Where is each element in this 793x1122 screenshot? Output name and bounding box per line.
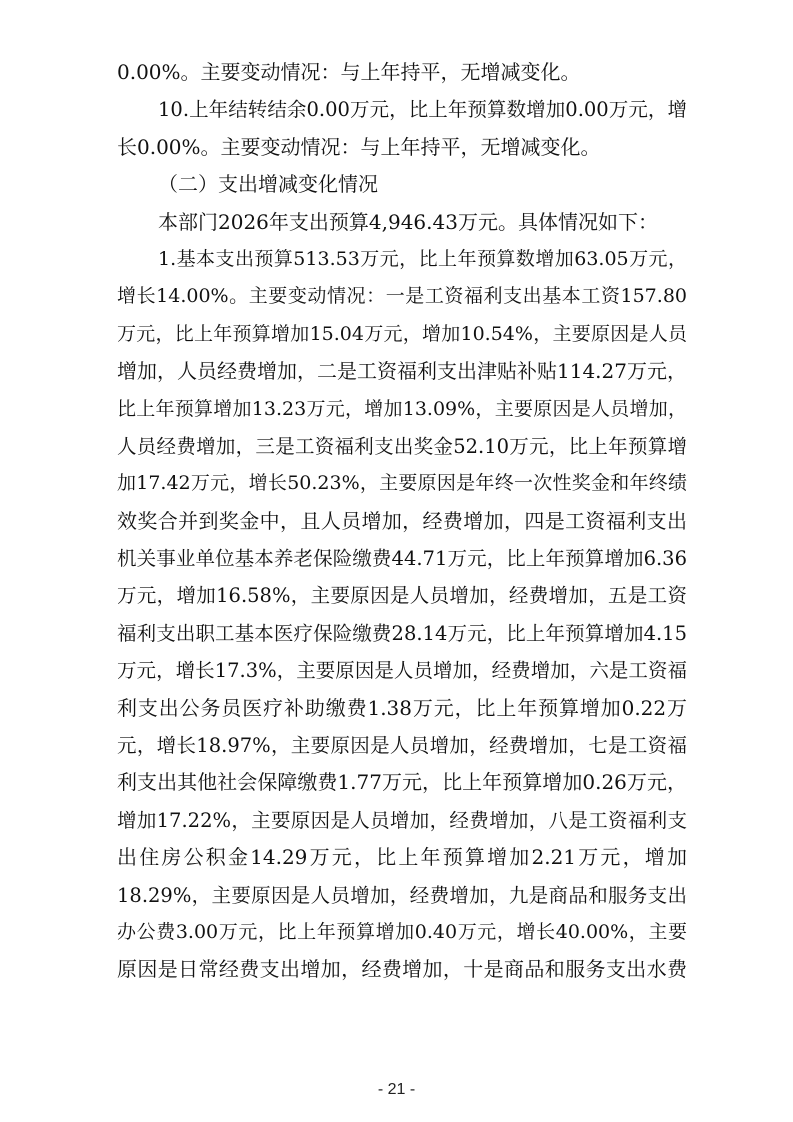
- section-heading: （二）支出增减变化情况: [158, 172, 378, 197]
- text-line: 0.00%。主要变动情况：与上年持平，无增减变化。: [117, 60, 581, 84]
- text-line: 人员经费增加，三是工资福利支出奖金52.10万元，比上年预算增: [117, 434, 687, 458]
- page-number: - 21 -: [377, 1081, 416, 1098]
- text-line: 长0.00%。主要变动情况：与上年持平，无增减变化。: [117, 134, 601, 159]
- text-line: 机关事业单位基本养老保险缴费44.71万元，比上年预算增加6.36: [117, 547, 687, 571]
- text-line: 加17.42万元，增长50.23%，主要原因是年终一次性奖金和年终绩: [117, 472, 687, 495]
- text-line: 出住房公积金14.29万元，比上年预算增加2.21万元，增加: [117, 845, 687, 870]
- text-line: 万元，增加16.58%，主要原因是人员增加，经费增加，五是工资: [117, 584, 687, 608]
- text-line: 18.29%，主要原因是人员增加，经费增加，九是商品和服务支出: [117, 883, 687, 907]
- text-line: 万元，比上年预算增加15.04万元，增加10.54%，主要原因是人员: [117, 322, 687, 345]
- text-line: 元，增长18.97%，主要原因是人员增加，经费增加，七是工资福: [117, 734, 687, 758]
- text-line: 利支出公务员医疗补助缴费1.38万元，比上年预算增加0.22万: [117, 695, 687, 720]
- text-line: 原因是日常经费支出增加，经费增加，十是商品和服务支出水费: [117, 957, 687, 982]
- text-line: 比上年预算增加13.23万元，增加13.09%，主要原因是人员增加，: [117, 397, 687, 420]
- text-line: 1.基本支出预算513.53万元，比上年预算数增加63.05万元，: [158, 247, 687, 270]
- text-line: 万元，增长17.3%，主要原因是人员增加，经费增加，六是工资福: [117, 659, 687, 683]
- text-line: 10.上年结转结余0.00万元，比上年预算数增加0.00万元，增: [158, 98, 687, 122]
- text-line: 增加17.22%，主要原因是人员增加，经费增加，八是工资福利支: [117, 808, 687, 832]
- text-line: 效奖合并到奖金中，且人员增加，经费增加，四是工资福利支出: [117, 508, 687, 533]
- text-line: 利支出其他社会保障缴费1.77万元，比上年预算增加0.26万元，: [117, 770, 687, 795]
- text-line: 增加，人员经费增加，二是工资福利支出津贴补贴114.27万元，: [117, 359, 687, 384]
- document-body: [117, 54, 687, 989]
- text-line: 本部门2026年支出预算4,946.43万元。具体情况如下：: [158, 209, 658, 234]
- text-line: 办公费3.00万元，比上年预算增加0.40万元，增长40.00%，主要: [117, 920, 687, 943]
- text-line: 福利支出职工基本医疗保险缴费28.14万元，比上年预算增加4.15: [117, 621, 687, 645]
- text-line: 增长14.00%。主要变动情况：一是工资福利支出基本工资157.80: [117, 285, 687, 308]
